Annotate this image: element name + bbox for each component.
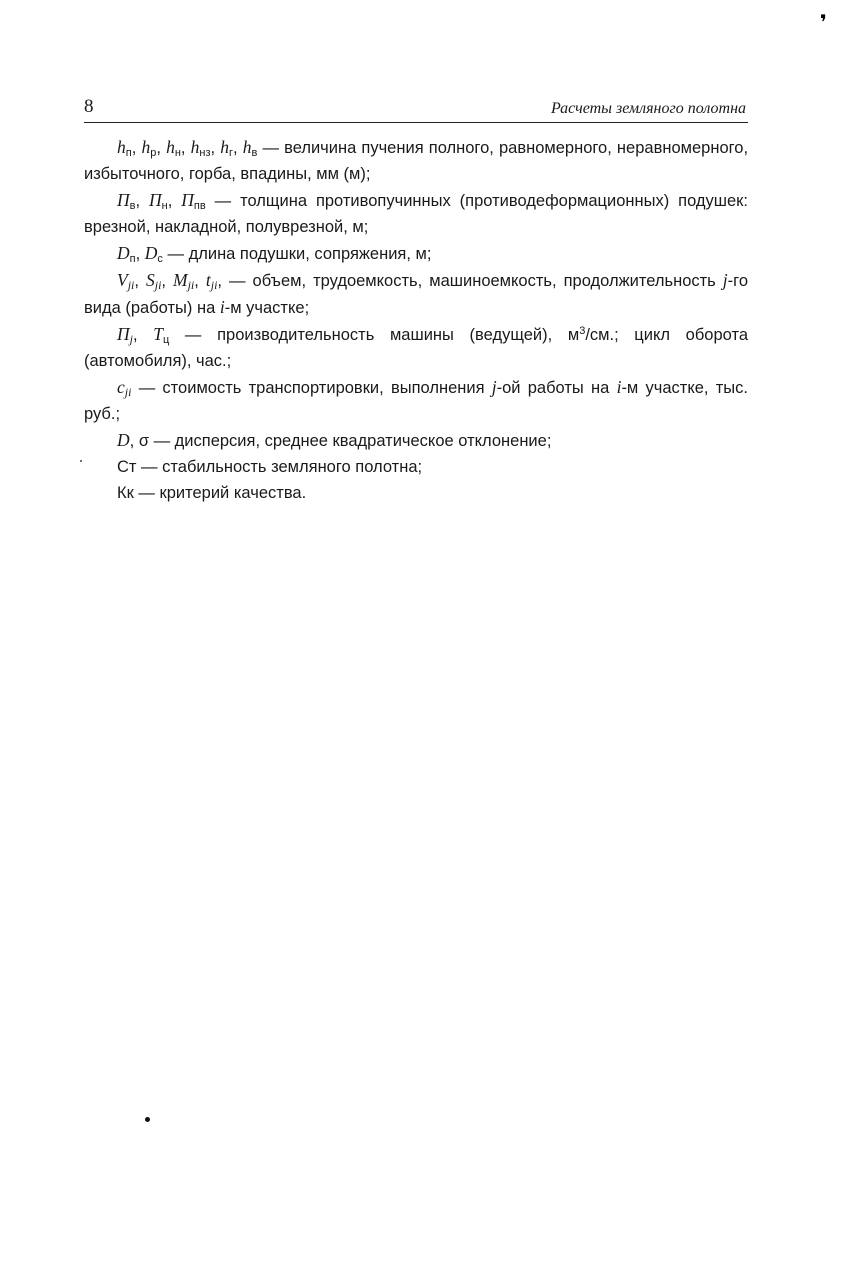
definition-text: — стоимость транспортировки, выполнения xyxy=(131,379,492,397)
symbol: t xyxy=(205,270,211,290)
subscript: г xyxy=(228,147,233,159)
notation-entry-cost xyxy=(84,374,748,427)
page-header xyxy=(84,96,748,123)
notation-entry-dispersion xyxy=(84,427,748,454)
definition-text: -м участке; xyxy=(224,299,310,317)
subscript-text: ji xyxy=(127,278,135,292)
page-number: 8 xyxy=(84,96,94,117)
definition-text: Кк — критерий качества. xyxy=(117,484,307,502)
symbol: V xyxy=(117,270,128,290)
subscript: п xyxy=(129,253,136,265)
separator: , xyxy=(161,272,174,290)
definition-text: — производительность машины (ведущей), м xyxy=(169,326,580,344)
index-variable: j xyxy=(491,377,497,397)
symbol: П xyxy=(181,190,194,210)
notation-entry-volume-labor xyxy=(84,267,748,321)
separator: , xyxy=(132,326,154,344)
separator: , xyxy=(217,272,223,290)
subscript: в xyxy=(251,147,258,159)
index-variable: j xyxy=(722,270,728,290)
subscript: ц xyxy=(162,334,170,346)
definition-text: -м участке, тыс. руб.; xyxy=(84,379,748,423)
definition-text: — объем, трудоемкость, машиноемкость, продолжительность xyxy=(222,272,723,290)
subscript: в xyxy=(129,200,136,212)
separator: , xyxy=(156,139,167,157)
page xyxy=(84,0,748,1274)
separator: , xyxy=(180,139,191,157)
separator: , xyxy=(135,245,145,263)
notation-entry-heave xyxy=(84,134,748,187)
symbol: σ xyxy=(138,432,149,450)
definition-text: — длина подушки, сопряжения, м; xyxy=(162,245,432,263)
corner-scan-mark: ❜ xyxy=(820,10,827,34)
symbol: П xyxy=(117,324,130,344)
symbol: D xyxy=(144,243,158,263)
notation-entry-quality xyxy=(84,480,748,506)
symbol: h xyxy=(220,137,229,157)
definition-text: -ой работы на xyxy=(496,379,617,397)
separator: , xyxy=(129,432,139,450)
subscript: нз xyxy=(199,147,211,159)
symbol: S xyxy=(145,270,155,290)
notation-list xyxy=(84,134,748,506)
symbol: c xyxy=(117,377,125,397)
definition-text: Ст — стабильность земляного полотна; xyxy=(117,458,423,476)
symbol: M xyxy=(173,270,188,290)
symbol: Т xyxy=(153,324,163,344)
symbol: h xyxy=(166,137,175,157)
subscript: пв xyxy=(193,200,206,212)
scan-speck xyxy=(145,1117,150,1122)
separator: , xyxy=(210,139,221,157)
notation-entry-productivity xyxy=(84,321,748,374)
separator: , xyxy=(233,139,243,157)
symbol: П xyxy=(149,190,162,210)
subscript-text: ji xyxy=(124,385,132,399)
definition-text: — толщина противопучинных (противодеформационных) подушек: врезной, накладной, полуврезной, м; xyxy=(84,192,748,236)
symbol: h xyxy=(242,137,252,157)
notation-entry-stability xyxy=(84,454,748,480)
separator: , xyxy=(134,272,146,290)
definition-text: -го вида (работы) на xyxy=(84,272,748,317)
scan-speck xyxy=(80,460,82,462)
notation-entry-cushion-length xyxy=(84,240,748,267)
index-variable: i xyxy=(219,297,225,317)
separator: , xyxy=(131,139,142,157)
separator: , xyxy=(194,272,206,290)
symbol: h xyxy=(117,137,126,157)
running-title: Расчеты земляного полотна xyxy=(551,100,746,117)
symbol: D xyxy=(117,430,130,450)
subscript: н xyxy=(161,200,168,212)
subscript: н xyxy=(174,147,181,159)
separator: , xyxy=(167,192,182,210)
index-variable: i xyxy=(616,377,622,397)
definition-text: — величина пучения полного, равномерного, неравномерного, избыточного, горба, впадины, мм (м); xyxy=(84,139,749,183)
symbol: П xyxy=(117,190,130,210)
superscript: 3 xyxy=(579,325,586,337)
subscript-text: ji xyxy=(187,278,195,292)
definition-text: — дисперсия, среднее квадратическое отклонение; xyxy=(149,432,552,450)
symbol: D xyxy=(117,243,130,263)
subscript-text: ji xyxy=(154,278,162,292)
definition-text: /см.; цикл оборота (автомобиля), час.; xyxy=(84,326,749,370)
symbol: h xyxy=(190,137,200,157)
separator: , xyxy=(135,192,150,210)
symbol: h xyxy=(141,137,151,157)
subscript: с xyxy=(157,253,163,265)
subscript: р xyxy=(150,147,157,159)
subscript-text: ji xyxy=(210,278,218,292)
notation-entry-cushion-thickness xyxy=(84,187,748,240)
subscript: п xyxy=(125,147,132,159)
subscript-text: j xyxy=(129,332,133,346)
